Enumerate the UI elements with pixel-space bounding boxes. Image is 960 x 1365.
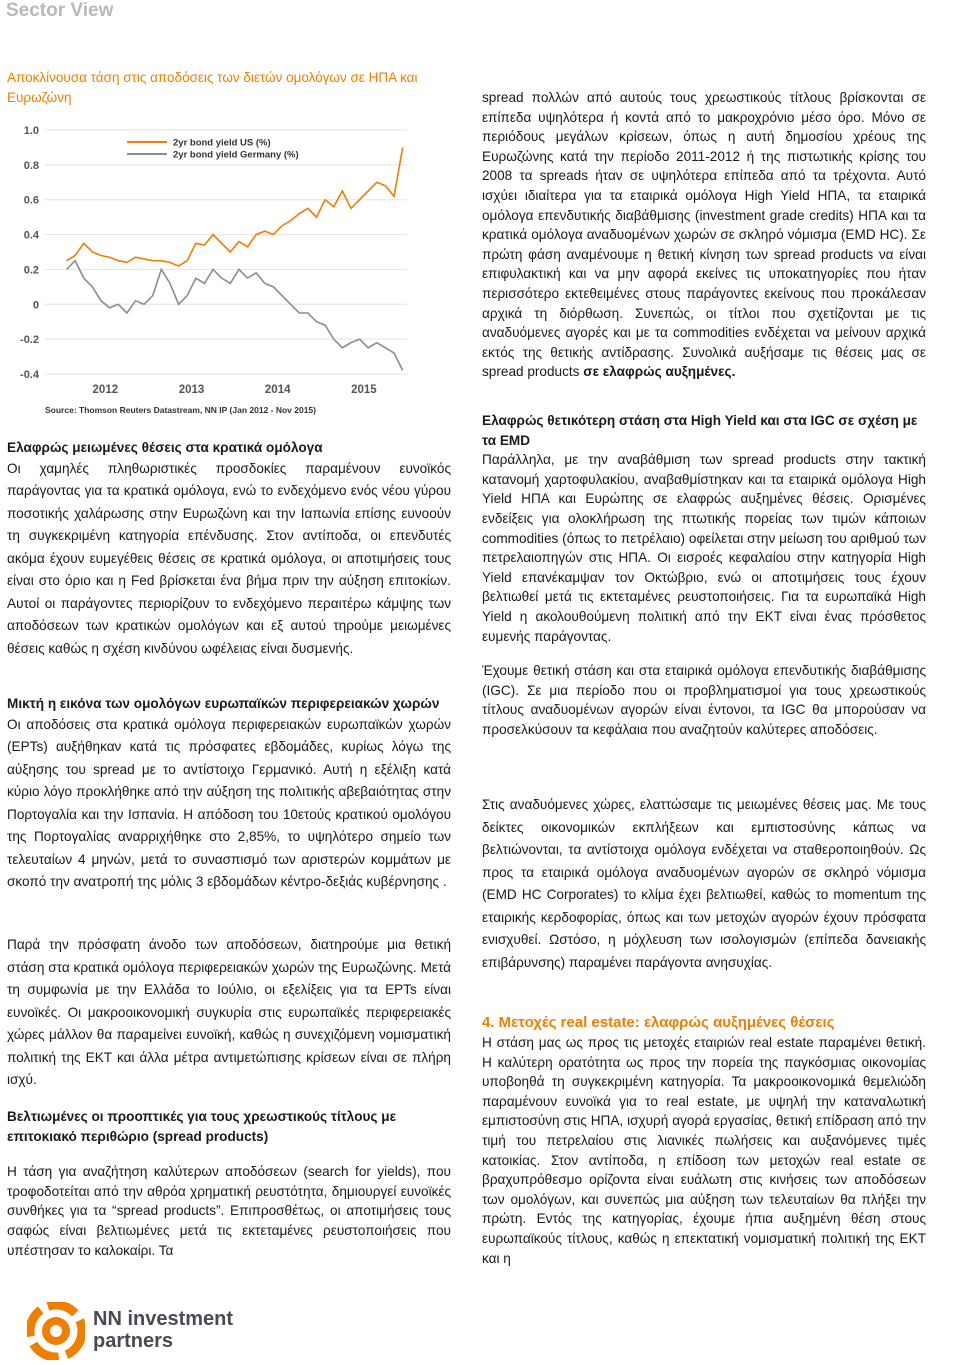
paragraph-high-yield: Παράλληλα, με την αναβάθμιση των spread products στην τακτική κατανομή χαρτοφυλακίου, αναβαθμίστηκαν και τα εταιρικά ομόλογα High Yield ΗΠΑ και Ευρώπης σε ελαφρώς αυξημένες θέσεις. Ορισμένες ενδείξεις για ολοκλήρωση της πτωτικής πορείας των τιμών κάποιων commodities (όπως το πετρέλαιο) οφείλεται στην μείωση του αριθμού των πετρελαιοπηγών στις ΗΠΑ. Οι εισροές κεφαλαίου στην κατηγορία High Yield επανέκαμψαν τον Οκτώβριο, ενώ οι αποτιμήσεις τους έχουν βελτιωθεί μετά τις εκτεταμένες ρευστοποιήσεις. Για τα ευρωπαϊκά High Yield η ακολουθούμενη πολιτική από την ΕΚΤ είναι ένας πρόσθετος ευμενής παράγοντας. bbox=[482, 452, 926, 644]
paragraph-periphery-bonds: Οι αποδόσεις στα κρατικά ομόλογα περιφερειακών ευρωπαϊκών χωρών (EPTs) αυξήθηκαν κατά τις πρόσφατες εβδομάδες, κυρίως λόγω της αύξησης του spread με το αντίστοιχο Γερμανικό. Αυτή η εξέλιξη κατά κύριο λόγο προκλήθηκε από την αύξηση της πολιτικής αβεβαιότητας στην Πορτογαλία και την Ισπανία. Η απόδοση του 10ετούς κρατικού ομολόγου της Πορτογαλίας αναρριχήθηκε στο 2,85%, το υψηλότερο σημείο των τελευταίων 4 μηνών, μετά το συνασπισμό των αριστερών κομμάτων με σκοπό την ανατροπή της μόλις 3 εβδομάδων κέντρο-δεξιάς κυβέρνησης . bbox=[7, 716, 451, 890]
legend-label-1: 2yr bond yield Germany (%) bbox=[173, 149, 299, 161]
footer-logo bbox=[27, 1302, 267, 1362]
heading-spread-products: Βελτιωμένες οι προοπτικές για τους χρεωστικούς τίτλους με επιτοκιακό περιθώριο (spread products) bbox=[7, 1109, 397, 1144]
yield-chart bbox=[7, 112, 447, 418]
paragraph-igc: Έχουμε θετική στάση και στα εταιρικά ομόλογα επενδυτικής διαβάθμισης (IGC). Σε μια περίοδο που οι προβληματισμοί για τους χρεωστικούς τίτλους αναδυομένων αγορών είναι έντονοι, τα IGC θα μπορούσαν να προσελκύσουν τα κεφάλαια που αναζητούν καλύτερες αποδόσεις. bbox=[482, 663, 926, 737]
y-tick-label: 0.2 bbox=[23, 264, 39, 277]
y-tick-label: -0.2 bbox=[20, 334, 39, 347]
chart-legend bbox=[127, 138, 299, 161]
y-tick-label: 0.8 bbox=[23, 159, 39, 172]
legend-label-0: 2yr bond yield US (%) bbox=[173, 137, 271, 149]
paragraph-spread-levels: spread πολλών από αυτούς τους χρεωστικούς τίτλους βρίσκονται σε επίπεδα υψηλότερα ή κοντά από το μακροχρόνιο μέσο όρο. Μόνο σε περιόδους μεγάλων κρίσεων, όπως η αυτή δημοσίου χρέους της Ευρωζώνης κατά την περίοδο 2011-2012 ή της πιστωτικής κρίσης του 2008 τα spreads ήταν σε υψηλότερα επίπεδα από τα τρέχοντα. Αυτό ισχύει ιδιαίτερα για τα εταιρικά ομόλογα High Yield ΗΠΑ, τα εταιρικά ομόλογα επενδυτικής διαβάθμισης (investment grade credits) ΗΠΑ και τα κρατικά ομόλογα αναδυομένων χωρών σε σκληρό νόμισμα (EMD HC). Σε πρώτη φάση αναμένουμε η θετική κίνηση των spread products να είναι επιφυλακτική και να μην αφορά εκείνες τις υποκατηγορίες που ήταν περισσότερο εκτεθειμένες στους παράγοντες εκείνους που προκάλεσαν αρχικά τη διόρθωση. Συνεπώς, οι τίτλοι που σχετίζονται με τις αναδυόμενες αγορές και με τα commodities ενδέχεται να μείνουν αρχικά εκτός της θετικής αντίδρασης. Συνολικά αυξήσαμε τις θέσεις μας σε spread products σε ελαφρώς αυξημένες. bbox=[482, 90, 926, 380]
x-tick-labels bbox=[93, 384, 378, 396]
y-tick-label: 0.6 bbox=[23, 194, 39, 207]
x-tick-label: 2012 bbox=[92, 384, 119, 396]
x-tick-label: 2015 bbox=[351, 384, 377, 396]
y-tick-labels bbox=[20, 125, 40, 381]
right-body-4 bbox=[482, 794, 926, 974]
x-tick-label: 2013 bbox=[178, 384, 205, 396]
heading-government-bonds: Ελαφρώς μειωμένες θέσεις στα κρατικά ομόλογα bbox=[7, 440, 323, 455]
chart-series bbox=[67, 147, 403, 370]
left-body-4 bbox=[7, 1107, 451, 1260]
paragraph-government-bonds: Οι χαμηλές πληθωριστικές προσδοκίες παραμένουν ευνοϊκός παράγοντας για τα κρατικά ομόλογα, ενώ το ενδεχόμενο ενός νέου γύρου ποσοτικής χαλάρωσης στην Ευρωζώνη και την Ιαπωνία επίσης ευνοούν τη συγκεκριμένη κατηγορία επένδυσης. Στον αντίποδα, οι επενδυτές ακόμα έχουν ευμεγέθεις θέσεις σε κρατικά ομόλογα, οι αποτιμήσεις τους είναι στο όριο και η Fed βρίσκεται ένα βήμα πριν την αύξηση επιτοκίων. Αυτοί οι παράγοντες περιορίζουν το ενδεχόμενο περαιτέρω κάμψης των αποδόσεων των κρατικών ομολόγων και εξ αυτού τηρούμε μειωμένες θέσεις καθώς η σχέση κινδύνου ωφέλειας είναι δυσμενής. bbox=[7, 460, 451, 656]
nn-lion-icon bbox=[27, 1302, 85, 1360]
y-tick-label: 1.0 bbox=[23, 125, 39, 137]
paragraph-periphery-outlook: Παρά την πρόσφατη άνοδο των αποδόσεων, διατηρούμε μια θετική στάση στα κρατικά ομόλογα περιφερειακών χωρών της Ευρωζώνης. Μετά τη συμφωνία με την Ελλάδα το Ιούλιο, οι εξελίξεις για τα EPTs είναι ευνοϊκές. Οι μακροοικονομική συγκυρία στις ευρωπαϊκές περιφερειακές χώρες μάλλον θα παραμείνει ευνοϊκή, καθώς η συνεχιζόμενη νομισματική πολιτική της ΕΚΤ και άλλα μέτρα αντιμετώπισης κρίσεων είναι σε πλήρη ισχύ. bbox=[7, 937, 451, 1087]
logo-line-2: partners bbox=[93, 1330, 174, 1352]
left-body bbox=[7, 438, 451, 660]
left-body-2 bbox=[7, 694, 451, 894]
series-line-1 bbox=[67, 261, 403, 371]
y-tick-label: 0 bbox=[32, 299, 39, 312]
x-tick-label: 2014 bbox=[264, 384, 291, 396]
heading-real-estate: 4. Μετοχές real estate: ελαφρώς αυξημένες θέσεις bbox=[482, 1014, 835, 1031]
y-tick-label: 0.4 bbox=[23, 229, 39, 242]
section-label: Sector View bbox=[6, 0, 114, 21]
right-body-3 bbox=[482, 661, 926, 739]
y-tick-label: -0.4 bbox=[20, 369, 39, 381]
chart-grid bbox=[45, 130, 407, 374]
heading-periphery-bonds: Μικτή η εικόνα των ομολόγων ευρωπαϊκών περιφερειακών χωρών bbox=[7, 696, 440, 711]
right-body-1 bbox=[482, 88, 926, 382]
logo-line-1: NN investment bbox=[93, 1308, 234, 1330]
paragraph-emerging: Στις αναδυόμενες χώρες, ελαττώσαμε τις μειωμένες θέσεις μας. Με τους δείκτες οικονομικών εκπλήξεων και εμπιστοσύνης κάπως να βελτιώνονται, τα αντίστοιχα ομόλογα ενδέχεται να σταθεροποιηθούν. Ως προς τα εταιρικά ομόλογα αναδυομένων αγορών σε σκληρό νόμισμα (EMD HC Corporates) το κλίμα έχει βελτιωθεί, καθώς το momentum της εταιρικής κερδοφορίας, όπως και των μετοχών αγορών έχουν πρόσφατα ενισχυθεί. Ωστόσο, η μόχλευση των ισολογισμών (επίπεδα δανειακής επιβάρυνσης) παραμένει παράγοντα ανησυχίας. bbox=[482, 797, 926, 970]
chart-source: Source: Thomson Reuters Datastream, NN IP (Jan 2012 - Nov 2015) bbox=[45, 405, 316, 415]
left-column bbox=[7, 68, 451, 108]
right-body-2 bbox=[482, 411, 926, 646]
left-body-3 bbox=[7, 934, 451, 1092]
chart-title: Αποκλίνουσα τάση στις αποδόσεις των διετών ομολόγων σε ΗΠΑ και Ευρωζώνη bbox=[7, 70, 418, 105]
right-body-5 bbox=[482, 1013, 926, 1268]
heading-high-yield: Ελαφρώς θετικότερη στάση στα High Yield και στα IGC σε σχέση με τα EMD bbox=[482, 413, 918, 448]
paragraph-spread-products: Η τάση για αναζήτηση καλύτερων αποδόσεων (search for yields), που τροφοδοτείται από την αθρόα χρηματική ρευστότητα, δημιουργεί ευνοϊκές συνθήκες για τα “spread products”. Επιπροσθέτως, οι αποτιμήσεις τους σαφώς είναι βελτιωμένες μετά τις εκτεταμένες ρευστοποιήσεις που υπέστησαν το καλοκαίρι. Τα bbox=[7, 1164, 451, 1258]
paragraph-real-estate: Η στάση μας ως προς τις μετοχές εταιριών real estate παραμένει θετική. Η καλύτερη ορατότητα ως προς την πορεία της παγκόσμιας οικονομίας υποβοηθά τη συγκεκριμένη κατηγορία. Τα μακροοικονομικά θεμελιώδη παραμένουν ευνοϊκά για το real estate, με υψηλή την καταναλωτική εμπιστοσύνη στις ΗΠΑ, ισχυρή αγορά εργασίας, θετική επίδραση από την τιμή του πετρελαίου στις λιανικές πωλήσεις και αυξανόμενες τιμές κατοικίας. Στον αντίποδα, η επίδοση των μετοχών real estate σε βραχυπρόθεσμο ορίζοντα είναι ευάλωτη στις κινήσεις των αποδόσεων των ομολόγων, και συνεπώς μια αύξηση των τελευταίων θα πλήξει την πρώτη. Εντός της κατηγορίας, έχουμε ήπια αυξημένη θέση στους ευρωπαϊκούς τίτλους, καθώς η επεκτατική νομισματική πολιτική της ΕΚΤ και η bbox=[482, 1035, 926, 1266]
